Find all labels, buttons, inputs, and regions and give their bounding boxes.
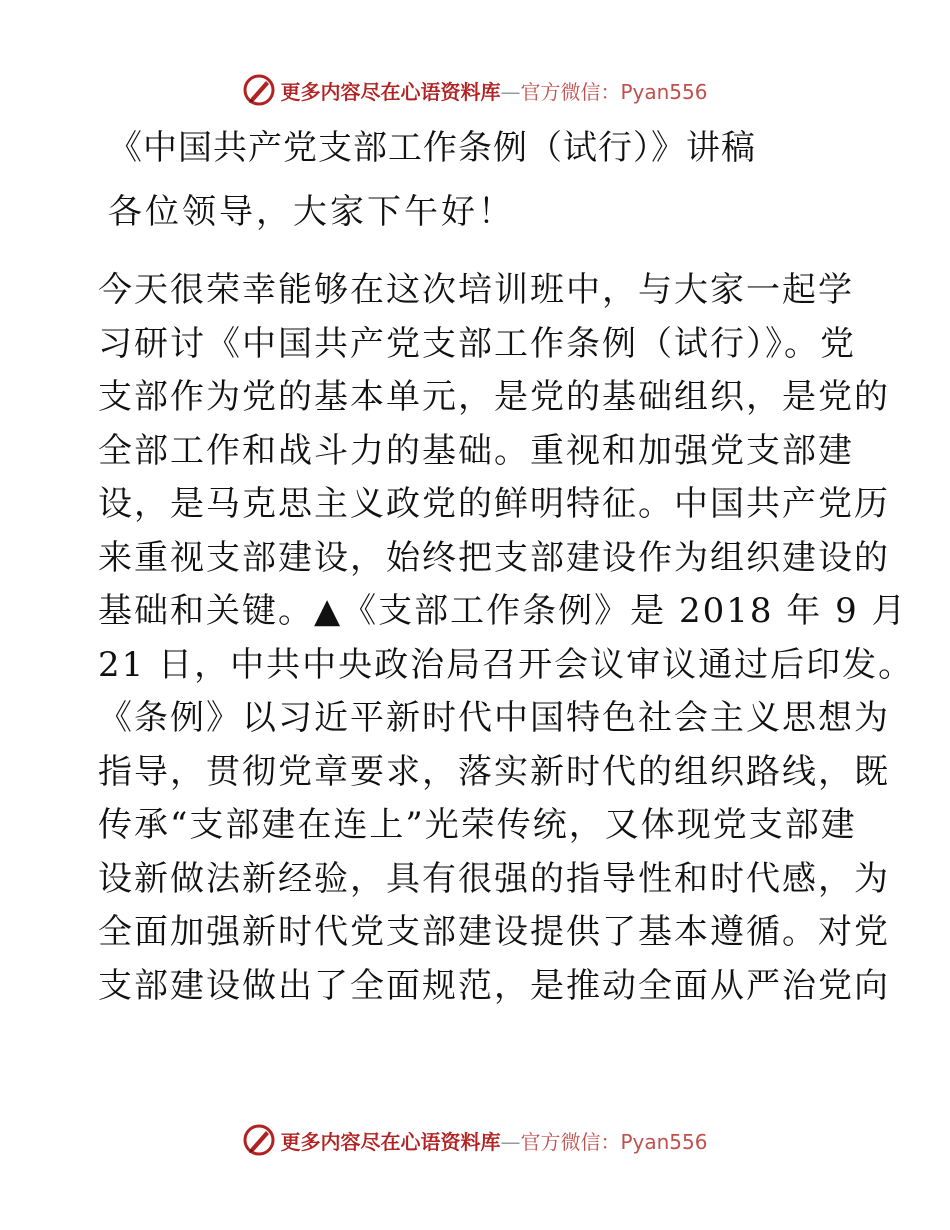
paragraph-line: 21 日，中共中央政治局召开会议审议通过后印发。 (98, 644, 915, 685)
paragraph-line: 来重视支部建设，始终把支部建设作为组织建设的 (98, 537, 890, 578)
paragraph-line: 指导，贯彻党章要求，落实新时代的组织路线，既 (98, 751, 890, 792)
document-body (98, 122, 915, 1013)
paragraph-line: 习研讨《中国共产党支部工作条例（试行）》。党 (98, 323, 856, 364)
footer-wechat-text: 官方微信：Pyan556 (520, 1129, 708, 1154)
header-wechat-text: 官方微信：Pyan556 (520, 79, 708, 104)
footer-separator: — (500, 1129, 521, 1154)
paragraph-line: 设新做法新经验，具有很强的指导性和时代感，为 (98, 858, 890, 899)
paragraph-line: 全面加强新时代党支部建设提供了基本遵循。对党 (98, 912, 890, 952)
footer-banner (0, 1120, 950, 1160)
pen-logo-icon (242, 73, 276, 107)
greeting: 各位领导，大家下午好！ (108, 192, 515, 232)
header-banner (0, 70, 950, 110)
pen-logo-icon (242, 1123, 276, 1157)
footer-brand-text: 更多内容尽在心语资料库 (280, 1129, 501, 1154)
paragraph-line: 《条例》以习近平新时代中国特色社会主义思想为 (98, 698, 890, 738)
paragraph-line: 传承“支部建在连上”光荣传统，又体现党支部建 (98, 805, 857, 845)
paragraph-line: 支部建设做出了全面规范，是推动全面从严治党向 (98, 965, 890, 1006)
paragraph-line: 全部工作和战斗力的基础。重视和加强党支部建 (98, 430, 854, 471)
paragraph-line: 基础和关键。▲《支部工作条例》是 2018 年 9 月 (98, 591, 908, 631)
header-brand-text: 更多内容尽在心语资料库 (280, 79, 501, 104)
header-separator: — (500, 79, 521, 104)
document-title: 《中国共产党支部工作条例（试行）》讲稿 (108, 128, 756, 168)
paragraph-line: 设，是马克思主义政党的鲜明特征。中国共产党历 (98, 484, 890, 524)
paragraph (98, 264, 915, 1013)
paragraph-line: 支部作为党的基本单元，是党的基础组织，是党的 (98, 377, 890, 417)
paragraph-line: 今天很荣幸能够在这次培训班中，与大家一起学 (98, 270, 854, 310)
